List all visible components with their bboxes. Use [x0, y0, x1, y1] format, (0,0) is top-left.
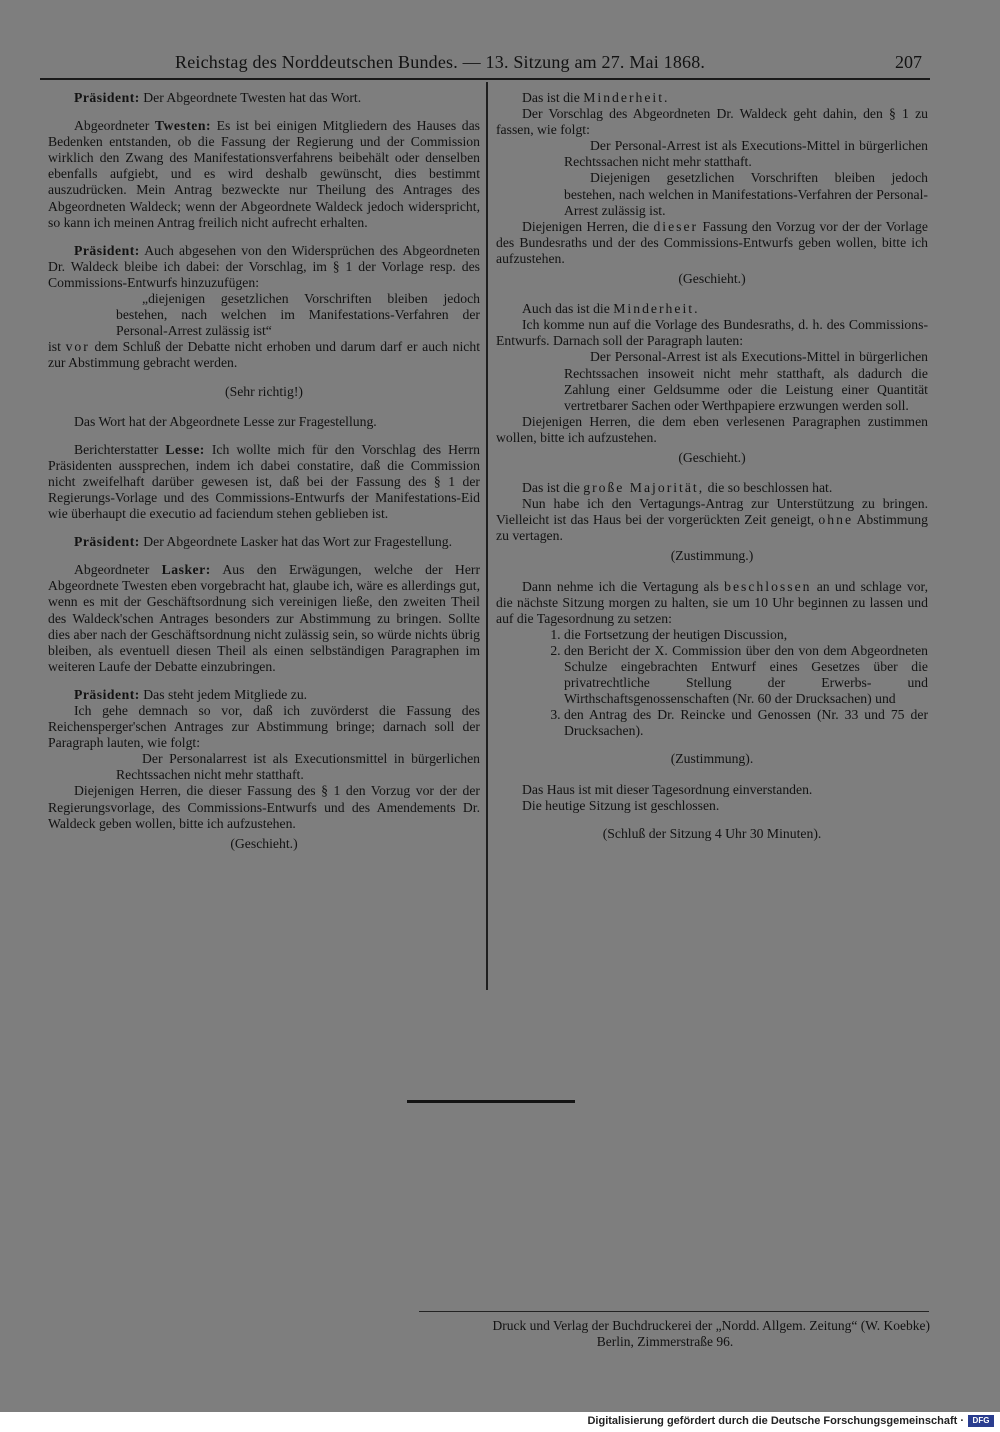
agenda-item: 3. den Antrag des Dr. Reincke und Genossen (Nr. 33 und 75 der Drucksachen).: [564, 707, 928, 739]
reaction: (Zustimmung.): [670, 548, 754, 564]
speaker-name: Lasker:: [161, 562, 211, 578]
quote-line: „diejenigen gesetzlichen Vorschriften bleiben jedoch bestehen, nach welchen im Manifestations-Verfahren der Personal-Arrest zulässig ist“: [116, 291, 480, 339]
paragraph: [48, 442, 480, 522]
reaction: (Geschieht.): [230, 835, 298, 851]
quoted-text: [116, 751, 480, 783]
text-run: die so beschlossen hat.: [704, 480, 833, 496]
speaker-role: Berichterstatter: [74, 441, 166, 457]
reaction: (Geschieht.): [678, 271, 746, 287]
quote-line: Diejenigen gesetzlichen Vorschriften bleiben jedoch bestehen, nach welchen in Manifestations-Verfahren der Personal-Arrest zulässig ist.: [564, 170, 928, 218]
spaced-emphasis: beschlossen: [724, 578, 812, 594]
reaction: (Geschieht.): [678, 449, 746, 465]
speech-text: Das steht jedem Mitgliede zu.: [139, 686, 308, 702]
printer-imprint: [400, 1318, 930, 1350]
text-run: Dann nehme ich die Vertagung als: [522, 578, 725, 594]
running-header: [40, 50, 930, 80]
paragraph: Der Vorschlag des Abgeordneten Dr. Waldeck geht dahin, den § 1 zu fassen, wie folgt:: [496, 106, 928, 138]
speech-text: Aus den Erwägungen, welche der Herr Abgeordnete Twesten eben vorgebracht hat, glaube ich, wäre es allerdings gut, wenn es mit der Geschäftsordnung sich vereinigen ließe, den zweiten Theil des Waldeck'schen Antrages besonders zur Abstimmung zu bringen. Sollte dies aber nach der Geschäftsordnung nicht zulässig sein, so würde nichts übrig bleiben, als eventuell diesen Theil als einen selbständigen Paragraphen im weiteren Laufe der Debatte einzubringen.: [48, 562, 481, 674]
text-run: Abstimmung zu vertagen.: [496, 512, 928, 544]
quote-line: Der Personalarrest ist als Executionsmittel in bürgerlichen Rechtssachen nicht mehr statthaft.: [116, 751, 480, 783]
quoted-text: [116, 291, 480, 339]
speech-text: Es ist bei einigen Mitgliedern des Hauses das Bedenken entstanden, ob die Fassung der Regierung und der Commission wirklich den Zwang des Manifestationsverfahrens beibehält oder denselben ebenfalls aufgiebt, und es wird deshalb gewünscht, dies bestimmt auszudrücken. Mein Antrag bezweckte nur Theilung des Antrages des Abgeordneten Waldeck; wenn der Abgeordnete Waldeck jedoch widerspricht, so kann ich meinen Antrag freilich nicht aufrecht erhalten.: [48, 118, 481, 230]
quoted-text: [564, 138, 928, 218]
spaced-emphasis: Minderheit.: [583, 90, 670, 105]
speaker-name: Präsident:: [74, 534, 140, 550]
paragraph: Diejenigen Herren, die dieser Fassung des § 1 den Vorzug vor der der Regierungsvorlage, des Commissions-Entwurfs und des Amendements Dr. Waldeck geben wollen, bitte ich aufzustehen.: [48, 783, 480, 831]
right-column: [496, 90, 928, 856]
paragraph: [496, 90, 928, 106]
spaced-emphasis: vor: [65, 339, 90, 355]
spaced-emphasis: Minderheit.: [613, 301, 700, 317]
funding-credit: Digitalisierung gefördert durch die Deutsche Forschungsgemeinschaft ·: [587, 1415, 964, 1427]
paragraph: [496, 579, 928, 627]
paragraph: [496, 301, 928, 317]
reaction: (Sehr richtig!): [225, 383, 303, 399]
paragraph: Diejenigen Herren, die dem eben verlesenen Paragraphen zustimmen wollen, bitte ich aufzustehen.: [496, 413, 928, 445]
dfg-logo: DFG: [968, 1415, 994, 1427]
agenda-list: [496, 627, 928, 740]
speaker-name: Präsident:: [74, 90, 140, 105]
text-run: Das ist die: [522, 90, 584, 105]
quote-line: Der Personal-Arrest ist als Executions-Mittel in bürgerlichen Rechtssachen insoweit nicht mehr statthaft, als dadurch die Zahlung einer Geldsumme oder die Leistung einer Quantität vertretbarer Sachen oder Werthpapiere erzwungen werden soll.: [564, 349, 928, 413]
paragraph: [496, 496, 928, 544]
text-run: an und schlage vor, die nächste Sitzung morgen zu halten, sie um 10 Uhr beginnen zu lassen und auf die Tagesordnung zu setzen:: [496, 578, 928, 626]
paragraph: [48, 118, 480, 231]
digitization-footer: [0, 1412, 1000, 1432]
paragraph: [48, 534, 480, 550]
text-run: Auch das ist die: [522, 301, 614, 317]
paragraph: Das Haus ist mit dieser Tagesordnung einverstanden.: [522, 781, 813, 797]
paragraph: [48, 687, 480, 703]
paragraph: Ich gehe demnach so vor, daß ich zuvörderst die Fassung des Reichensperger'schen Antrages zur Abstimmung bringe; darnach soll der Paragraph lauten, wie folgt:: [48, 703, 480, 751]
text-run: Das ist die: [522, 480, 584, 496]
session-closing: (Schluß der Sitzung 4 Uhr 30 Minuten).: [602, 825, 822, 841]
speaker-role: Abgeordneter: [74, 118, 155, 134]
speaker-role: Abgeordneter: [74, 562, 162, 578]
text-run: Diejenigen Herren, die: [522, 218, 654, 234]
speech-text: Der Abgeordnete Twesten hat das Wort.: [139, 90, 362, 105]
paragraph: [48, 562, 480, 675]
paragraph: [48, 339, 480, 371]
text-run: dem Schluß der Debatte nicht erhoben und darum darf er auch nicht zur Abstimmung gebracht werden.: [48, 339, 480, 371]
quote-line: Der Personal-Arrest ist als Executions-Mittel in bürgerlichen Rechtssachen nicht mehr statthaft.: [564, 138, 928, 170]
speaker-name: Präsident:: [74, 686, 140, 702]
reaction: (Zustimmung).: [670, 751, 754, 767]
imprint-line: Berlin, Zimmerstraße 96.: [596, 1334, 734, 1349]
spaced-emphasis: ohne: [818, 512, 854, 528]
paragraph: [48, 90, 480, 106]
text-run: Fassung den Vorzug vor der der Vorlage des Bundesraths und der des Commissions-Entwurfs geben wollen, bitte ich aufzustehen.: [496, 218, 928, 266]
speech-text: Ich wollte mich für den Vorschlag des Herrn Präsidenten aussprechen, indem ich dabei constatire, daß die Commission nicht zweifelhaft darüber gewesen ist, daß bei der Fassung des § 1 der Regierungs-Vorlage und des Commissions-Entwurfs der Manifestations-Eid wie überhaupt die executio ad faciendum stehen geblieben ist.: [48, 441, 480, 522]
speech-text: Auch abgesehen von den Widersprüchen des Abgeordneten Dr. Waldeck bleibe ich dabei: der Vorschlag, im § 1 der Vorlage resp. des Commissions-Entwurfs hinzuzufügen:: [48, 242, 480, 290]
paragraph: [48, 243, 480, 291]
spaced-emphasis: dieser: [653, 218, 699, 234]
speaker-name: Präsident:: [74, 242, 140, 258]
running-title: Reichstag des Norddeutschen Bundes. — 13. Sitzung am 27. Mai 1868.: [175, 52, 706, 72]
quoted-text: [564, 349, 928, 413]
speech-text: Der Abgeordnete Lasker hat das Wort zur Fragestellung.: [139, 534, 453, 550]
agenda-item: 2. den Bericht der X. Commission über den von dem Abgeordneten Schulze eingebrachten Entwurf eines Gesetzes über die privatrechtliche Stellung der Erwerbs- und Wirthschaftsgenossenschaften (Nr. 60 der Drucksachen) und: [564, 643, 928, 707]
column-divider: [486, 82, 488, 990]
speaker-name: Twesten:: [154, 118, 212, 134]
imprint-line: Druck und Verlag der Buchdruckerei der „Nordd. Allgem. Zeitung“ (W. Koebke): [492, 1318, 930, 1333]
agenda-item: 1. die Fortsetzung der heutigen Discussion,: [564, 627, 928, 643]
text-run: Nun habe ich den Vertagungs-Antrag zur Unterstützung zu bringen. Vielleicht ist das Haus bei der vorgerückten Zeit geneigt,: [496, 496, 928, 528]
paragraph: Das Wort hat der Abgeordnete Lesse zur Fragestellung.: [74, 413, 377, 429]
paragraph: [496, 219, 928, 267]
left-column: [48, 90, 480, 866]
end-rule: [407, 1100, 575, 1103]
imprint-rule: [419, 1311, 929, 1312]
paragraph: [496, 480, 928, 496]
paragraph: Ich komme nun auf die Vorlage des Bundesraths, d. h. des Commissions-Entwurfs. Darnach soll der Paragraph lauten:: [496, 317, 928, 349]
spaced-emphasis: große Majorität,: [583, 480, 705, 496]
paragraph: Die heutige Sitzung ist geschlossen.: [522, 797, 720, 813]
text-run: ist: [48, 339, 66, 355]
speaker-name: Lesse:: [165, 441, 205, 457]
page-number: 207: [895, 52, 922, 72]
